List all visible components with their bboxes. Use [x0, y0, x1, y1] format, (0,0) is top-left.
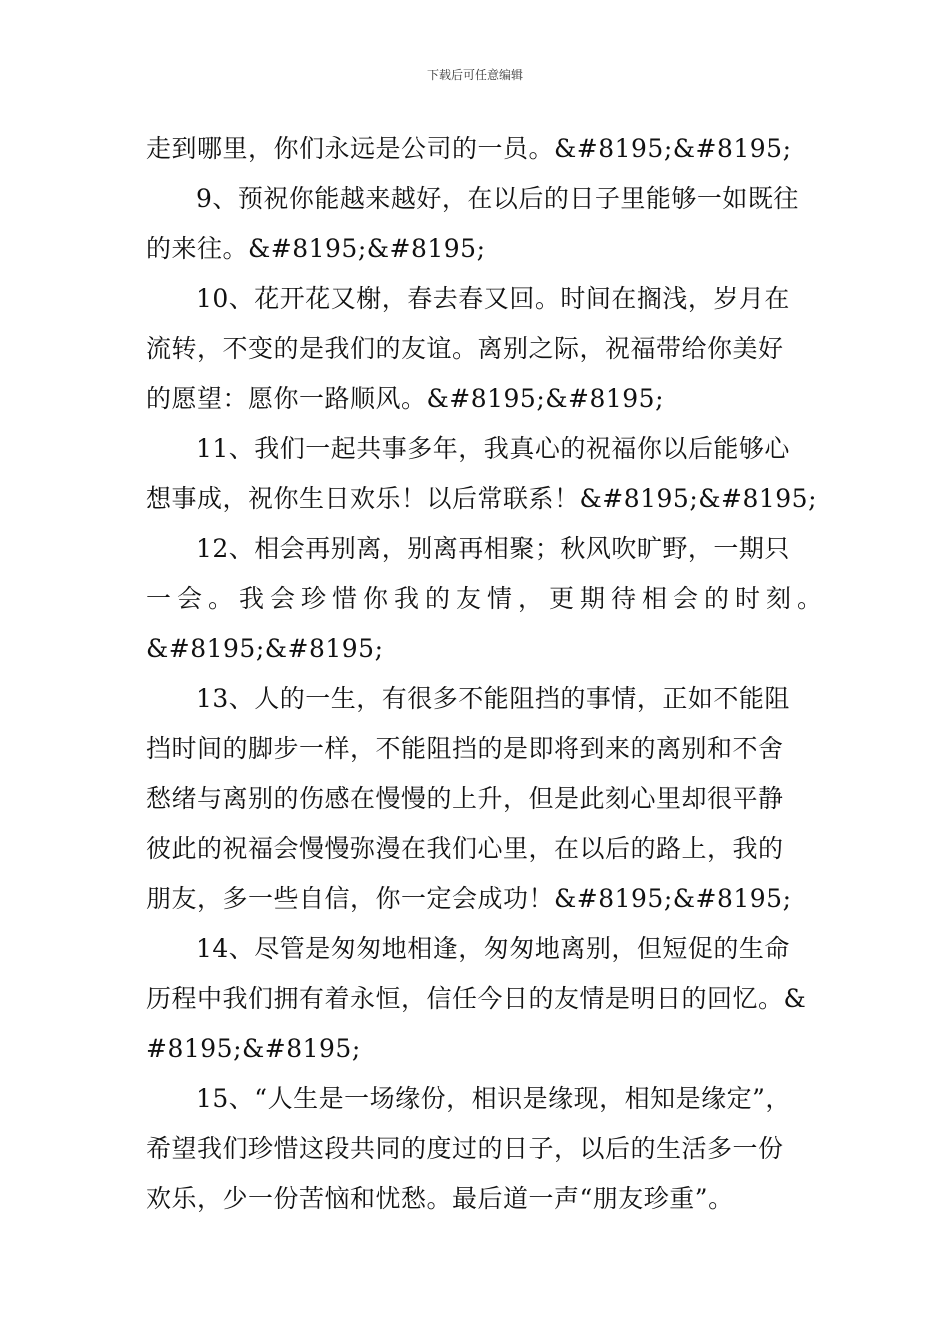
text-line: 挡时间的脚步一样，不能阻挡的是即将到来的离别和不舍 [146, 734, 784, 763]
text-line: 的来往。&#8195;&#8195; [146, 234, 486, 263]
text-line: 11、我们一起共事多年，我真心的祝福你以后能够心 [196, 434, 790, 463]
text-line: 希望我们珍惜这段共同的度过的日子，以后的生活多一份 [146, 1134, 784, 1163]
text-line: 14、尽管是匆匆地相逢，匆匆地离别，但短促的生命 [196, 934, 790, 963]
text-line: 想事成，祝你生日欢乐！以后常联系！&#8195;&#8195; [146, 484, 817, 513]
text-line: 的愿望：愿你一路顺风。&#8195;&#8195; [146, 384, 664, 413]
text-line: 10、花开花又榭，春去春又回。时间在搁浅，岁月在 [196, 284, 790, 313]
text-line: 9、预祝你能越来越好，在以后的日子里能够一如既往 [196, 184, 799, 213]
text-line: &#8195;&#8195; [146, 634, 384, 663]
text-line: 彼此的祝福会慢慢弥漫在我们心里，在以后的路上，我的 [146, 834, 784, 863]
text-line: 流转，不变的是我们的友谊。离别之际，祝福带给你美好 [146, 334, 784, 363]
text-line: 12、相会再别离，别离再相聚；秋风吹旷野，一期只 [196, 534, 790, 563]
text-line: 朋友，多一些自信，你一定会成功！&#8195;&#8195; [146, 884, 792, 913]
text-line: 一会。我会珍惜你我的友情，更期待相会的时刻。 [146, 584, 822, 613]
text-line: 13、人的一生，有很多不能阻挡的事情，正如不能阻 [196, 684, 790, 713]
page-header: 下载后可任意编辑 [426, 68, 523, 82]
text-line: 愁绪与离别的伤感在慢慢的上升，但是此刻心里却很平静 [146, 784, 784, 813]
text-line: 历程中我们拥有着永恒，信任今日的友情是明日的回忆。& [146, 984, 807, 1013]
text-line: #8195;&#8195; [146, 1034, 361, 1063]
text-line: 欢乐，少一份苦恼和忧愁。最后道一声“朋友珍重”。 [146, 1184, 734, 1213]
text-line: 走到哪里，你们永远是公司的一员。&#8195;&#8195; [146, 134, 792, 163]
text-line: 15、“人生是一场缘份，相识是缘现，相知是缘定”， [196, 1084, 791, 1113]
